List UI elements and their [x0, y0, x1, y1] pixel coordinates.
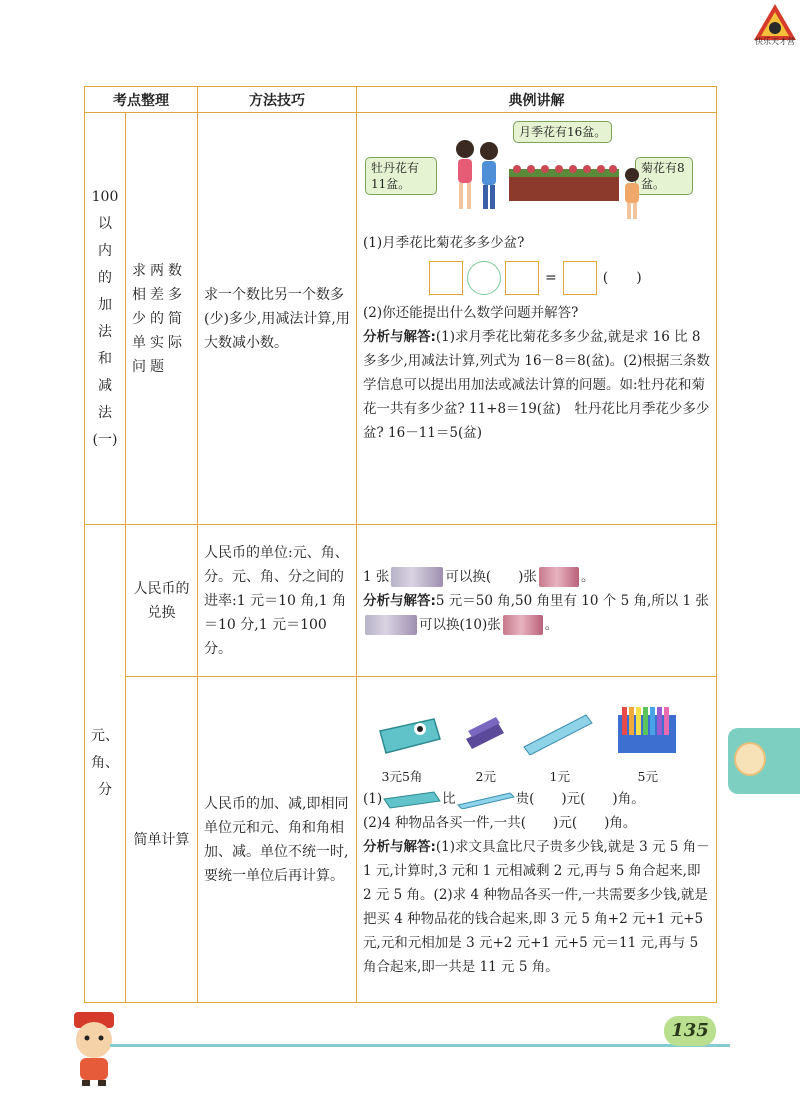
ruler-icon [456, 791, 516, 809]
mascot-icon [60, 1008, 130, 1088]
pencil-box-icon [382, 791, 442, 809]
price-ruler: 1元 [549, 769, 570, 784]
girl-icon [621, 167, 643, 219]
header-row [85, 87, 717, 113]
five-jiao-note-icon [539, 567, 579, 587]
header-topic: 考点整理 [85, 87, 198, 113]
children-icon [449, 137, 507, 215]
summary-table [84, 86, 717, 1003]
topic-simple-calc: 简单计算 [126, 677, 198, 1003]
page-number: 135 [664, 1016, 716, 1046]
bubble-rose: 月季花有16盆。 [513, 121, 612, 143]
price-stapler: 2元 [475, 769, 496, 784]
analysis-1 [363, 325, 710, 445]
stationery-illustration [372, 699, 702, 787]
side-tab [728, 728, 800, 794]
bubble-peony: 牡丹花有11盆。 [365, 157, 437, 195]
answer-unit: ( ) [602, 270, 642, 286]
question-1: (1)月季花比菊花多多少盆? [363, 235, 525, 251]
method-difference: 求一个数比另一个数多(少)多少,用减法计算,用大数减小数。 [198, 113, 357, 525]
price-crayons: 5元 [637, 769, 658, 784]
question-2: (2)你还能提出什么数学问题并解答? [363, 305, 579, 321]
section-simple-calc [85, 677, 717, 1003]
topic-difference: 求两数相差多少的简单实际问题 [126, 113, 198, 525]
simple-question-2: (2)4 种物品各买一件,一共( )元( )角。 [363, 815, 637, 831]
flower-pots-icon [509, 161, 619, 201]
section-addition [85, 113, 717, 525]
bubble-chrysanthemum: 菊花有8盆。 [635, 157, 693, 195]
method-simple-calc: 人民币的加、减,即相同单位元和元、角和角相加、减。单位不统一时,要统一单位后再计算。 [198, 677, 357, 1003]
category-money: 元、 角、 分 [85, 525, 126, 1003]
answer-boxes [429, 261, 710, 295]
topic-exchange: 人民币的兑换 [126, 525, 198, 677]
analysis-label: 分析与解答: [363, 329, 436, 345]
mascot-face-icon [734, 742, 766, 776]
header-example: 典例讲解 [357, 87, 717, 113]
pencil-box-icon [376, 717, 442, 757]
section-exchange [85, 525, 717, 677]
ruler-icon [522, 711, 594, 755]
flower-illustration [363, 119, 713, 227]
category-addition: 100 以 内 的 加 法 和 减 法 (一) [85, 113, 126, 525]
simple-analysis: 分析与解答:(1)求文具盒比尺子贵多少钱,就是 3 元 5 角－1 元,计算时,3 元和 1 元相减剩 2 元,再与 5 角合起来,即 2 元 5 角。(2)求 4 种物品各买一件,一共需要多少钱,就是把买 4 种物品花的钱合起来,即 3 元 5 角+2 元+1 元+5 元,元和元相加是 3 元+2 元+1 元+5 元＝11 元,再与 5 角合起来,即一共是 11 元 5 角。 [363, 839, 710, 975]
five-jiao-note-icon [503, 615, 543, 635]
example-difference [357, 113, 717, 525]
equals-sign: = [545, 270, 557, 286]
exchange-question: 1 张 可以换( )张 。 [363, 565, 710, 589]
simple-question-1: (1) 比 贵( )元( )角。 [363, 791, 645, 807]
answer-box-2[interactable] [505, 261, 539, 295]
method-exchange: 人民币的单位:元、角、分。元、角、分之间的进率:1 元＝10 角,1 角＝10 分,1 元＝100 分。 [198, 525, 357, 677]
answer-box-3[interactable] [563, 261, 597, 295]
header-method: 方法技巧 [198, 87, 357, 113]
analysis-text: (1)求月季花比菊花多多少盆,就是求 16 比 8 多多少,用减法计算,列式为 16－8＝8(盆)。(2)根据三条数学信息可以提出用加法或减法计算的问题。如:牡丹花和菊花一共有多少盆? 11+8＝19(盆) 牡丹花比月季花少多少盆? 16－11＝5(盆) [363, 329, 710, 441]
footer-line [110, 1044, 730, 1047]
answer-box-1[interactable] [429, 261, 463, 295]
example-exchange [357, 525, 717, 677]
logo-text: 快乐天才营 [755, 37, 795, 46]
crayon-box-icon [616, 701, 678, 755]
exchange-analysis: 分析与解答:5 元＝50 角,50 角里有 10 个 5 角,所以 1 张可以换(10)张 。 [363, 589, 710, 637]
five-yuan-note-icon [365, 615, 417, 635]
stapler-icon [462, 713, 506, 755]
example-simple-calc [357, 677, 717, 1003]
price-pencil-box: 3元5角 [381, 769, 423, 784]
five-yuan-note-icon [391, 567, 443, 587]
answer-circle-operator[interactable] [467, 261, 501, 295]
